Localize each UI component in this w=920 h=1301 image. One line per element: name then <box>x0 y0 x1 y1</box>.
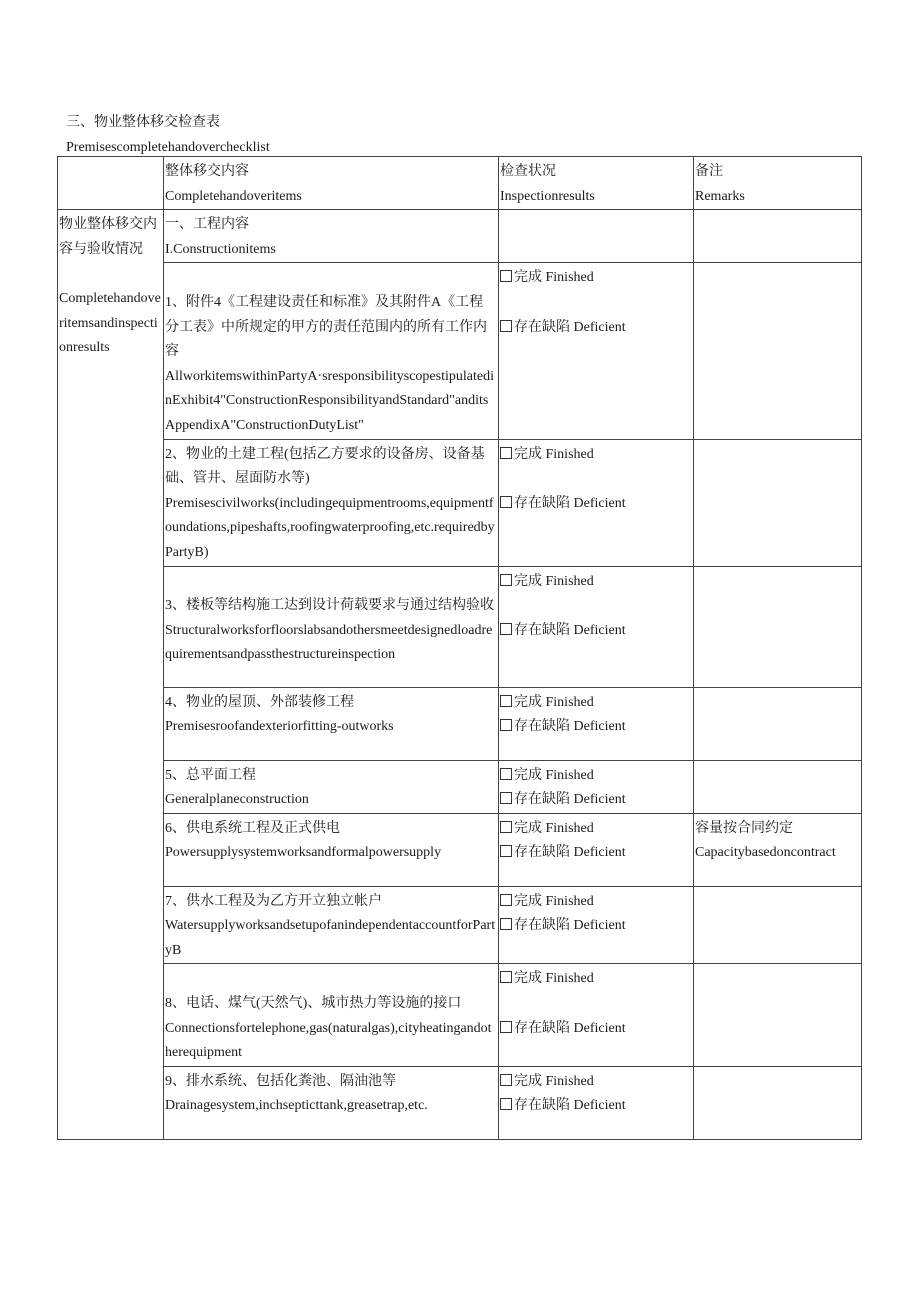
section-results-cell <box>499 210 694 263</box>
side-label-en: Completehandoveritemsandinspectionresults <box>59 290 161 356</box>
table-row <box>58 566 862 687</box>
remarks-cell <box>694 1066 862 1139</box>
item-cn: 4、物业的屋顶、外部装修工程 <box>165 694 354 710</box>
item-en: Generalplaneconstruction <box>165 792 309 808</box>
table-row <box>58 964 862 1066</box>
item-en: WatersupplyworksandsetupofanindependentaccountforPartyB <box>165 918 496 958</box>
checkbox-icon <box>500 821 512 833</box>
finished-checkbox[interactable] <box>500 890 692 915</box>
checkbox-icon <box>500 1074 512 1086</box>
remark-cn: 容量按合同约定 <box>695 820 793 836</box>
results-cell <box>499 439 694 566</box>
item-en: Powersupplysystemworksandformalpowersupply <box>165 845 442 861</box>
deficient-label: 存在缺陷 Deficient <box>514 845 626 861</box>
finished-label: 完成 Finished <box>514 767 594 783</box>
item-cell <box>164 439 499 566</box>
remark-en: Capacitybasedoncontract <box>695 845 836 861</box>
finished-label: 完成 Finished <box>514 694 594 710</box>
results-cell <box>499 813 694 886</box>
deficient-label: 存在缺陷 Deficient <box>514 622 626 638</box>
finished-checkbox[interactable] <box>500 764 692 789</box>
deficient-label: 存在缺陷 Deficient <box>514 918 626 934</box>
results-cell <box>499 760 694 813</box>
checkbox-icon <box>500 845 512 857</box>
item-cn: 9、排水系统、包括化粪池、隔油池等 <box>165 1073 396 1089</box>
deficient-checkbox[interactable] <box>500 1017 692 1042</box>
deficient-checkbox[interactable] <box>500 788 692 813</box>
remarks-cell <box>694 760 862 813</box>
section-title-en: I.Constructionitems <box>165 241 276 257</box>
finished-checkbox[interactable] <box>500 691 692 716</box>
table-row <box>58 760 862 813</box>
deficient-label: 存在缺陷 Deficient <box>514 1098 626 1114</box>
item-cell <box>164 813 499 886</box>
deficient-checkbox[interactable] <box>500 914 692 939</box>
checkbox-icon <box>500 719 512 731</box>
handover-checklist-table <box>57 156 862 1140</box>
deficient-checkbox[interactable] <box>500 619 692 644</box>
item-en: Premisescivilworks(includingequipmentrooms,equipmentfoundations,pipeshafts,roofingwaterproofing,etc.requiredbyPartyB) <box>165 495 495 560</box>
header-items-en: Completehandoveritems <box>165 188 302 204</box>
item-cell <box>164 687 499 760</box>
header-items-cn: 整体移交内容 <box>165 164 249 179</box>
checkbox-icon <box>500 894 512 906</box>
results-cell <box>499 566 694 687</box>
table-row <box>58 263 862 439</box>
item-cn: 8、电话、煤气(天然气)、城市热力等设施的接口 <box>165 996 462 1012</box>
remarks-cell <box>694 439 862 566</box>
section-row <box>58 210 862 263</box>
deficient-checkbox[interactable] <box>500 715 692 740</box>
item-cell <box>164 263 499 439</box>
item-cell <box>164 760 499 813</box>
item-cell <box>164 1066 499 1139</box>
checkbox-icon <box>500 1098 512 1110</box>
remarks-cell <box>694 687 862 760</box>
header-results-en: Inspectionresults <box>500 188 595 204</box>
section-title-cell <box>164 210 499 263</box>
header-remarks-en: Remarks <box>695 188 745 204</box>
item-cn: 3、楼板等结构施工达到设计荷载要求与通过结构验收 <box>165 598 494 614</box>
item-cn: 6、供电系统工程及正式供电 <box>165 820 340 836</box>
item-cell <box>164 964 499 1066</box>
header-blank-cell <box>58 157 164 210</box>
checkbox-icon <box>500 792 512 804</box>
remarks-cell <box>694 886 862 964</box>
side-label-cn: 物业整体移交内容与验收情况 <box>59 217 157 257</box>
item-en: Connectionsfortelephone,gas(naturalgas),cityheatingandotherequipment <box>165 1020 492 1061</box>
item-cn: 2、物业的土建工程(包括乙方要求的设备房、设备基础、管井、屋面防水等) <box>165 446 485 487</box>
finished-label: 完成 Finished <box>514 1073 594 1089</box>
results-cell <box>499 886 694 964</box>
header-remarks-cn: 备注 <box>695 164 723 179</box>
checkbox-icon <box>500 320 512 332</box>
deficient-checkbox[interactable] <box>500 1094 692 1119</box>
finished-label: 完成 Finished <box>514 573 594 589</box>
finished-checkbox[interactable] <box>500 570 692 595</box>
checkbox-icon <box>500 918 512 930</box>
section-title-cn: 一、工程内容 <box>165 217 249 233</box>
deficient-checkbox[interactable] <box>500 316 692 341</box>
item-en: Drainagesystem,inchsepticttank,greasetrap,etc. <box>165 1098 428 1114</box>
page-heading-cn: 三、物业整体移交检查表 <box>66 115 220 130</box>
deficient-label: 存在缺陷 Deficient <box>514 792 626 808</box>
remarks-cell <box>694 566 862 687</box>
side-label-cell <box>58 210 164 1140</box>
checkbox-icon <box>500 574 512 586</box>
finished-checkbox[interactable] <box>500 266 692 291</box>
header-results-cn: 检查状况 <box>500 164 556 179</box>
finished-label: 完成 Finished <box>514 820 594 836</box>
table-row <box>58 439 862 566</box>
finished-label: 完成 Finished <box>514 270 594 286</box>
deficient-label: 存在缺陷 Deficient <box>514 495 626 511</box>
checkbox-icon <box>500 695 512 707</box>
deficient-checkbox[interactable] <box>500 841 692 866</box>
item-cell <box>164 886 499 964</box>
item-cell <box>164 566 499 687</box>
checkbox-icon <box>500 768 512 780</box>
table-row <box>58 813 862 886</box>
page-heading-en: Premisescompletehandoverchecklist <box>66 140 270 155</box>
remarks-cell <box>694 813 862 886</box>
finished-checkbox[interactable] <box>500 817 692 842</box>
item-cn: 7、供水工程及为乙方开立独立帐户 <box>165 893 382 909</box>
remarks-cell <box>694 263 862 439</box>
table-row <box>58 886 862 964</box>
item-en: Premisesroofandexteriorfitting-outworks <box>165 719 394 735</box>
finished-checkbox[interactable] <box>500 443 692 468</box>
item-cn: 5、总平面工程 <box>165 767 256 783</box>
deficient-checkbox[interactable] <box>500 492 692 517</box>
section-remarks-cell <box>694 210 862 263</box>
finished-label: 完成 Finished <box>514 893 594 909</box>
deficient-label: 存在缺陷 Deficient <box>514 1020 626 1036</box>
results-cell <box>499 1066 694 1139</box>
table-row <box>58 1066 862 1139</box>
header-results-cell <box>499 157 694 210</box>
item-cn: 1、附件4《工程建设责任和标准》及其附件A《工程分工表》中所规定的甲方的责任范围内的所有工作内容 <box>165 294 487 360</box>
item-en: Structuralworksforfloorslabsandothersmeetdesignedloadrequirementsandpassthestructureinspection <box>165 622 493 663</box>
checkbox-icon <box>500 1021 512 1033</box>
checkbox-icon <box>500 447 512 459</box>
results-cell <box>499 964 694 1066</box>
finished-checkbox[interactable] <box>500 967 692 992</box>
header-row <box>58 157 862 210</box>
table-row <box>58 687 862 760</box>
finished-checkbox[interactable] <box>500 1070 692 1095</box>
checkbox-icon <box>500 971 512 983</box>
deficient-label: 存在缺陷 Deficient <box>514 719 626 735</box>
results-cell <box>499 263 694 439</box>
finished-label: 完成 Finished <box>514 971 594 987</box>
header-remarks-cell <box>694 157 862 210</box>
item-en: AllworkitemswithinPartyA·sresponsibilityscopestipulatedinExhibit4"ConstructionResponsibilityandStandard"anditsAppendixA"ConstructionDutyList" <box>165 368 494 433</box>
header-items-cell <box>164 157 499 210</box>
remarks-cell <box>694 964 862 1066</box>
deficient-label: 存在缺陷 Deficient <box>514 319 626 335</box>
checkbox-icon <box>500 270 512 282</box>
results-cell <box>499 687 694 760</box>
finished-label: 完成 Finished <box>514 446 594 462</box>
checkbox-icon <box>500 623 512 635</box>
checkbox-icon <box>500 496 512 508</box>
